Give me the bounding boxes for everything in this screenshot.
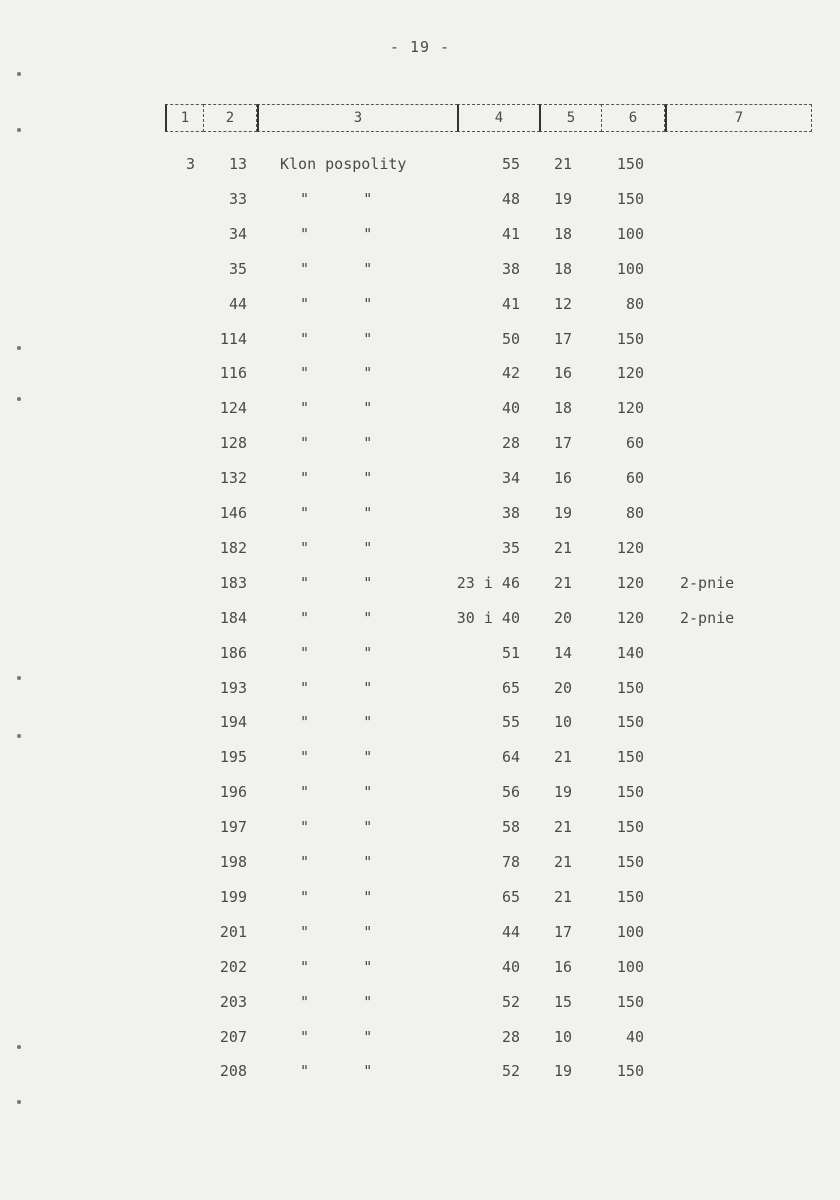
header-col-4: 4	[457, 104, 540, 132]
cell-col-6: 60	[625, 434, 644, 452]
cell-col-6: 80	[625, 504, 644, 522]
cell-col-5: 18	[553, 225, 572, 243]
cell-col-5: 20	[553, 679, 572, 697]
cell-col-3: " "	[300, 713, 373, 731]
cell-col-7: 2-pnie	[680, 609, 735, 627]
cell-col-2: 34	[228, 225, 247, 243]
cell-col-5: 10	[553, 1028, 572, 1046]
header-col-1: 1	[165, 104, 204, 132]
table-row	[0, 679, 840, 703]
cell-col-6: 100	[616, 260, 644, 278]
cell-col-3: " "	[300, 364, 373, 382]
table-row	[0, 713, 840, 737]
cell-col-3: " "	[300, 399, 373, 417]
punch-hole	[17, 346, 21, 350]
header-col-7: 7	[665, 104, 812, 132]
table-row	[0, 434, 840, 458]
cell-col-4: 38	[501, 504, 520, 522]
cell-col-5: 20	[553, 609, 572, 627]
cell-col-4: 40	[501, 958, 520, 976]
table-row	[0, 888, 840, 912]
punch-hole	[17, 1100, 21, 1104]
cell-col-4: 40	[501, 399, 520, 417]
cell-col-2: 183	[219, 574, 247, 592]
cell-col-5: 14	[553, 644, 572, 662]
cell-col-3: " "	[300, 434, 373, 452]
table-row	[0, 818, 840, 842]
table-row	[0, 330, 840, 354]
cell-col-4: 65	[501, 888, 520, 906]
cell-col-6: 150	[616, 818, 644, 836]
table-row	[0, 295, 840, 319]
cell-col-2: 198	[219, 853, 247, 871]
cell-col-2: 146	[219, 504, 247, 522]
cell-col-5: 19	[553, 504, 572, 522]
cell-col-3: " "	[300, 574, 373, 592]
cell-col-2: 33	[228, 190, 247, 208]
cell-col-5: 16	[553, 469, 572, 487]
table-row	[0, 364, 840, 388]
cell-col-2: 197	[219, 818, 247, 836]
cell-col-4: 30 i 40	[456, 609, 520, 627]
cell-col-4: 42	[501, 364, 520, 382]
cell-col-4: 34	[501, 469, 520, 487]
cell-col-5: 10	[553, 713, 572, 731]
cell-col-6: 120	[616, 364, 644, 382]
cell-col-3: " "	[300, 993, 373, 1011]
cell-col-2: 207	[219, 1028, 247, 1046]
table-row	[0, 923, 840, 947]
cell-col-6: 150	[616, 888, 644, 906]
cell-col-6: 120	[616, 574, 644, 592]
cell-col-6: 150	[616, 853, 644, 871]
cell-col-4: 44	[501, 923, 520, 941]
cell-col-5: 16	[553, 958, 572, 976]
cell-col-5: 21	[553, 574, 572, 592]
table-row	[0, 993, 840, 1017]
cell-col-3: " "	[300, 539, 373, 557]
table-row	[0, 783, 840, 807]
cell-col-6: 120	[616, 539, 644, 557]
cell-col-2: 114	[219, 330, 247, 348]
punch-hole	[17, 1045, 21, 1049]
page-number: - 19 -	[389, 38, 451, 56]
cell-col-6: 150	[616, 190, 644, 208]
cell-col-6: 150	[616, 993, 644, 1011]
cell-col-5: 17	[553, 434, 572, 452]
cell-col-4: 52	[501, 1062, 520, 1080]
cell-col-5: 21	[553, 748, 572, 766]
punch-hole	[17, 128, 21, 132]
cell-col-5: 18	[553, 399, 572, 417]
cell-col-5: 21	[553, 539, 572, 557]
cell-col-6: 120	[616, 609, 644, 627]
table-row	[0, 225, 840, 249]
header-col-6: 6	[601, 104, 665, 132]
cell-col-5: 19	[553, 783, 572, 801]
table-row	[0, 539, 840, 563]
cell-col-3: " "	[300, 958, 373, 976]
cell-col-4: 78	[501, 853, 520, 871]
cell-col-5: 17	[553, 923, 572, 941]
table-row	[0, 469, 840, 493]
cell-col-3: Klon pospolity	[280, 155, 407, 173]
cell-col-6: 60	[625, 469, 644, 487]
cell-col-5: 21	[553, 818, 572, 836]
cell-col-4: 55	[501, 155, 520, 173]
cell-col-2: 44	[228, 295, 247, 313]
table-row	[0, 574, 840, 598]
cell-col-2: 195	[219, 748, 247, 766]
cell-col-4: 41	[501, 295, 520, 313]
table-row	[0, 399, 840, 423]
cell-col-2: 128	[219, 434, 247, 452]
cell-col-3: " "	[300, 748, 373, 766]
cell-col-5: 16	[553, 364, 572, 382]
table-row	[0, 260, 840, 284]
cell-col-4: 65	[501, 679, 520, 697]
cell-col-3: " "	[300, 469, 373, 487]
cell-col-5: 17	[553, 330, 572, 348]
cell-col-4: 38	[501, 260, 520, 278]
cell-col-2: 184	[219, 609, 247, 627]
cell-col-4: 56	[501, 783, 520, 801]
cell-col-2: 13	[228, 155, 247, 173]
punch-hole	[17, 734, 21, 738]
cell-col-4: 52	[501, 993, 520, 1011]
cell-col-4: 58	[501, 818, 520, 836]
table-row	[0, 958, 840, 982]
cell-col-6: 120	[616, 399, 644, 417]
cell-col-3: " "	[300, 818, 373, 836]
cell-col-4: 50	[501, 330, 520, 348]
cell-col-5: 21	[553, 888, 572, 906]
table-row	[0, 155, 840, 179]
cell-col-6: 100	[616, 958, 644, 976]
cell-col-5: 19	[553, 1062, 572, 1080]
table-row	[0, 1062, 840, 1086]
cell-col-6: 150	[616, 330, 644, 348]
cell-col-6: 150	[616, 679, 644, 697]
cell-col-2: 116	[219, 364, 247, 382]
cell-col-5: 19	[553, 190, 572, 208]
cell-col-4: 23 i 46	[456, 574, 520, 592]
cell-col-1: 3	[186, 155, 196, 173]
cell-col-4: 28	[501, 1028, 520, 1046]
table-row	[0, 504, 840, 528]
cell-col-4: 55	[501, 713, 520, 731]
cell-col-3: " "	[300, 295, 373, 313]
cell-col-3: " "	[300, 888, 373, 906]
cell-col-2: 132	[219, 469, 247, 487]
cell-col-4: 35	[501, 539, 520, 557]
cell-col-2: 193	[219, 679, 247, 697]
cell-col-6: 150	[616, 783, 644, 801]
cell-col-3: " "	[300, 853, 373, 871]
cell-col-3: " "	[300, 260, 373, 278]
cell-col-4: 48	[501, 190, 520, 208]
cell-col-5: 18	[553, 260, 572, 278]
cell-col-3: " "	[300, 679, 373, 697]
cell-col-3: " "	[300, 609, 373, 627]
table-row	[0, 853, 840, 877]
header-col-5: 5	[539, 104, 602, 132]
table-row	[0, 644, 840, 668]
cell-col-4: 64	[501, 748, 520, 766]
table-row	[0, 748, 840, 772]
cell-col-4: 51	[501, 644, 520, 662]
cell-col-3: " "	[300, 1062, 373, 1080]
cell-col-6: 150	[616, 713, 644, 731]
cell-col-2: 196	[219, 783, 247, 801]
cell-col-2: 194	[219, 713, 247, 731]
cell-col-5: 12	[553, 295, 572, 313]
cell-col-2: 182	[219, 539, 247, 557]
cell-col-2: 186	[219, 644, 247, 662]
cell-col-2: 202	[219, 958, 247, 976]
header-col-2: 2	[203, 104, 257, 132]
cell-col-3: " "	[300, 504, 373, 522]
cell-col-6: 150	[616, 1062, 644, 1080]
cell-col-4: 28	[501, 434, 520, 452]
cell-col-6: 80	[625, 295, 644, 313]
cell-col-2: 199	[219, 888, 247, 906]
cell-col-4: 41	[501, 225, 520, 243]
cell-col-6: 150	[616, 155, 644, 173]
cell-col-6: 100	[616, 225, 644, 243]
header-col-3: 3	[257, 104, 458, 132]
cell-col-5: 21	[553, 155, 572, 173]
cell-col-3: " "	[300, 190, 373, 208]
cell-col-3: " "	[300, 783, 373, 801]
cell-col-6: 140	[616, 644, 644, 662]
cell-col-6: 40	[625, 1028, 644, 1046]
table-row	[0, 609, 840, 633]
cell-col-2: 203	[219, 993, 247, 1011]
cell-col-5: 21	[553, 853, 572, 871]
cell-col-2: 201	[219, 923, 247, 941]
cell-col-3: " "	[300, 330, 373, 348]
cell-col-3: " "	[300, 225, 373, 243]
cell-col-5: 15	[553, 993, 572, 1011]
punch-hole	[17, 72, 21, 76]
table-row	[0, 190, 840, 214]
cell-col-3: " "	[300, 1028, 373, 1046]
cell-col-2: 124	[219, 399, 247, 417]
punch-hole	[17, 676, 21, 680]
cell-col-7: 2-pnie	[680, 574, 735, 592]
cell-col-6: 150	[616, 748, 644, 766]
cell-col-2: 208	[219, 1062, 247, 1080]
cell-col-3: " "	[300, 923, 373, 941]
cell-col-3: " "	[300, 644, 373, 662]
cell-col-2: 35	[228, 260, 247, 278]
cell-col-6: 100	[616, 923, 644, 941]
punch-hole	[17, 397, 21, 401]
table-row	[0, 1028, 840, 1052]
